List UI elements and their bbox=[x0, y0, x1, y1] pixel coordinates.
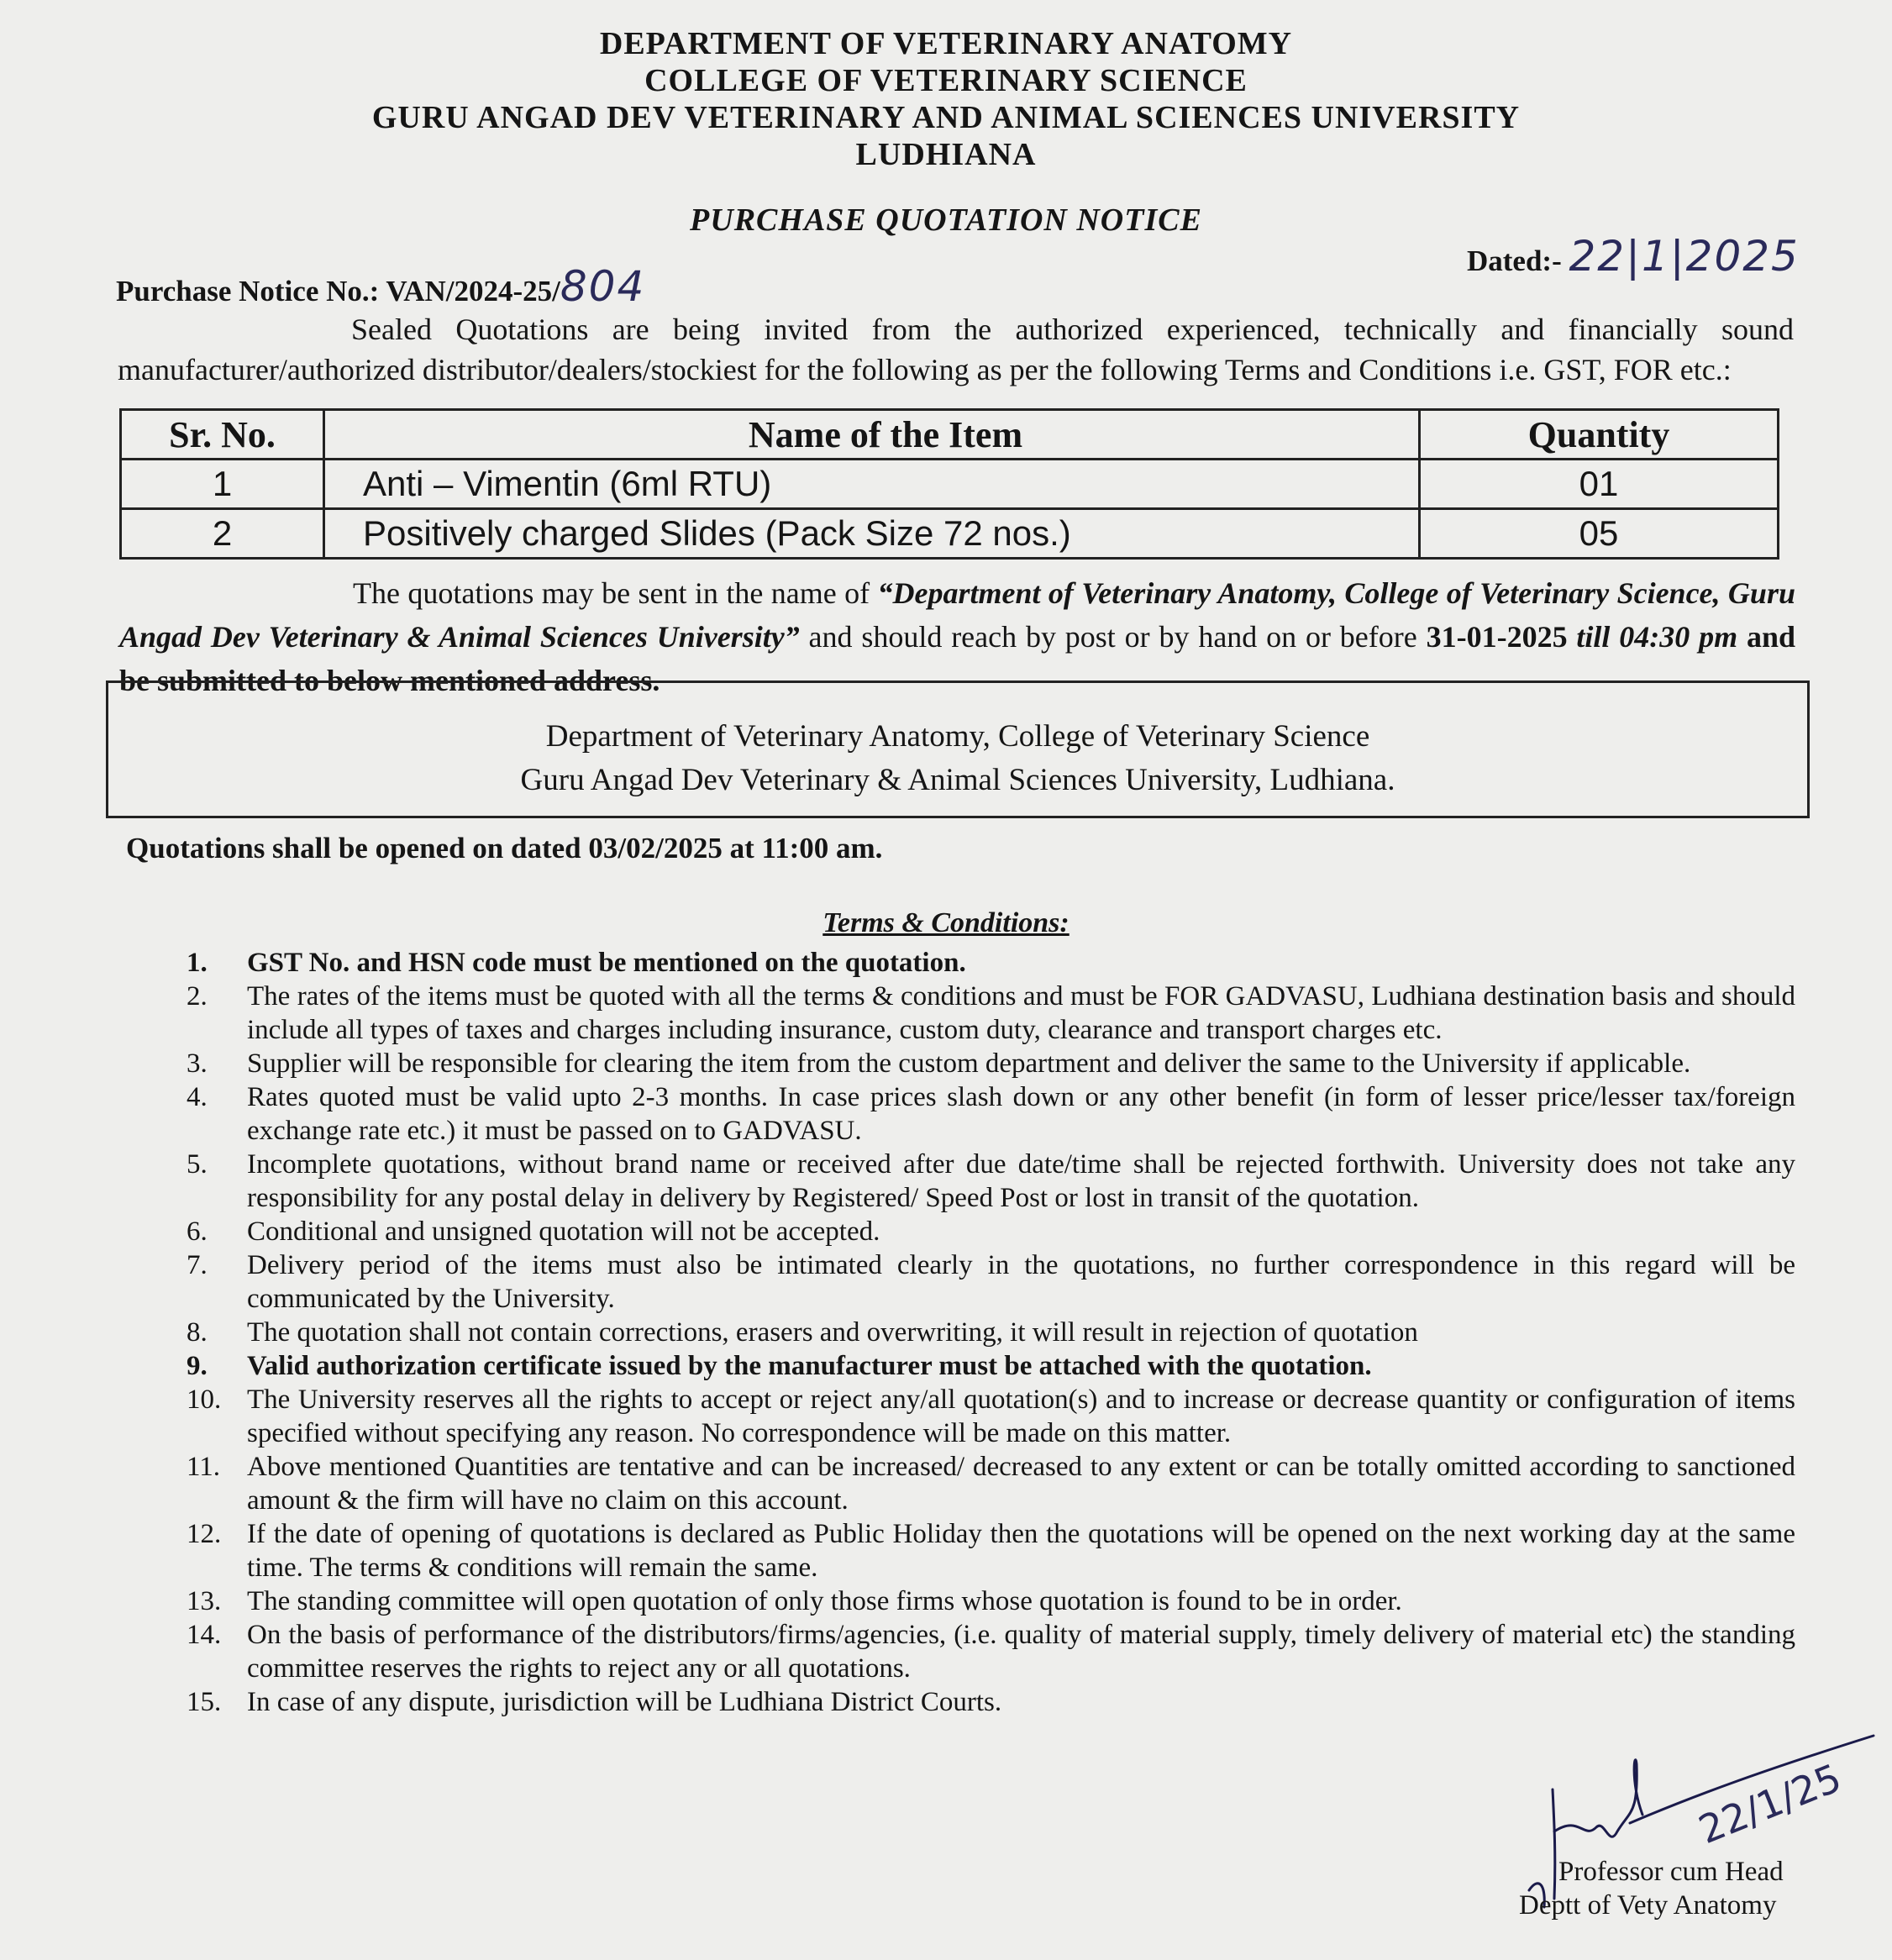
signature-date-handwritten: 22/1/25 bbox=[1692, 1754, 1848, 1853]
dated-label: Dated:- bbox=[1467, 244, 1562, 277]
submission-text-2: and should reach by post or by hand on or before bbox=[799, 620, 1427, 654]
dated-handwritten: 22|1|2025 bbox=[1569, 232, 1800, 281]
list-item: 4. Rates quoted must be valid upto 2-3 months. In case prices slash down or any other benefit (in form of lesser price/lesser tax/foreign exchange rate etc.) it must be passed on to GADVASU. bbox=[187, 1082, 1795, 1146]
intro-paragraph bbox=[118, 309, 1794, 390]
notice-title: PURCHASE QUOTATION NOTICE bbox=[690, 202, 1202, 238]
list-item: 10. The University reserves all the rights to accept or reject any/all quotation(s) and to increase or decrease quantity or configuration of items specified without specifying any reason. No correspondence will be made on this matter. bbox=[187, 1385, 1795, 1448]
col-header-item-name: Name of the Item bbox=[324, 410, 1420, 460]
purchase-notice-number bbox=[116, 262, 645, 311]
list-item: 9. Valid authorization certificate issued by the manufacturer must be attached with the quotation. bbox=[187, 1351, 1372, 1381]
col-header-quantity: Quantity bbox=[1420, 410, 1779, 460]
department-name: DEPARTMENT OF VETERINARY ANATOMY bbox=[599, 26, 1293, 61]
terms-list bbox=[187, 946, 1795, 1719]
submission-text-3: and be submitted to below mentioned address. bbox=[119, 620, 1795, 697]
cell-quantity: 05 bbox=[1420, 509, 1779, 559]
table-header-row bbox=[121, 410, 1779, 460]
list-item: 2. The rates of the items must be quoted with all the terms & conditions and must be FOR GADVASU, Ludhiana destination basis and should include all types of taxes and charges including insurance, custom duty, clearance and transport charges etc. bbox=[187, 981, 1795, 1045]
submission-deadline-time: till 04:30 pm bbox=[1567, 620, 1738, 654]
address-line-1: Department of Veterinary Anatomy, College of Veterinary Science bbox=[545, 719, 1370, 754]
opening-date-statement: Quotations shall be opened on dated 03/02/2025 at 11:00 am. bbox=[126, 832, 883, 864]
submission-deadline-date: 31-01-2025 bbox=[1426, 620, 1568, 654]
signatory-department: Deptt of Vety Anatomy bbox=[1519, 1890, 1777, 1921]
signatory-title: Professor cum Head bbox=[1558, 1857, 1784, 1887]
table-row bbox=[121, 460, 1779, 509]
list-item: 1. GST No. and HSN code must be mentioned on the quotation. bbox=[187, 948, 966, 978]
cell-item-name: Anti – Vimentin (6ml RTU) bbox=[324, 460, 1420, 509]
list-item: 14. On the basis of performance of the distributors/firms/agencies, (i.e. quality of material supply, timely delivery of material etc) the standing committee reserves the rights to reject any or all quotations. bbox=[187, 1620, 1795, 1684]
terms-title: Terms & Conditions: bbox=[822, 907, 1070, 938]
cell-quantity: 01 bbox=[1420, 460, 1779, 509]
submission-text-1: The quotations may be sent in the name of bbox=[353, 576, 878, 610]
list-item: 5. Incomplete quotations, without brand name or received after due date/time shall be rejected forthwith. University does not take any responsibility for any postal delay in delivery by Registered/ Speed Post or lost in transit of the quotation. bbox=[187, 1149, 1795, 1213]
cell-sr-no: 2 bbox=[121, 509, 324, 559]
notice-number-handwritten: 804 bbox=[560, 262, 646, 311]
city-name: LUDHIANA bbox=[855, 137, 1037, 172]
list-item: 12. If the date of opening of quotations is declared as Public Holiday then the quotations will be opened on the next working day at the same time. The terms & conditions will remain the same. bbox=[187, 1519, 1795, 1583]
cell-item-name: Positively charged Slides (Pack Size 72 nos.) bbox=[324, 509, 1420, 559]
list-item: 8. The quotation shall not contain corrections, erasers and overwriting, it will result in rejection of quotation bbox=[187, 1317, 1418, 1348]
address-line-2: Guru Angad Dev Veterinary & Animal Sciences University, Ludhiana. bbox=[520, 763, 1395, 797]
notice-number-label: Purchase Notice No.: VAN/2024-25/ bbox=[116, 275, 560, 307]
address-box bbox=[106, 680, 1810, 818]
list-item: 13. The standing committee will open quotation of only those firms whose quotation is found to be in order. bbox=[187, 1586, 1402, 1616]
intro-text: Sealed Quotations are being invited from the authorized experienced, technically and financially sound manufacturer/authorized distributor/dealers/stockiest for the following as per the following Terms and Conditions i.e. GST, FOR etc.: bbox=[118, 313, 1794, 386]
list-item: 15. In case of any dispute, jurisdiction will be Ludhiana District Courts. bbox=[187, 1687, 1002, 1717]
college-name: COLLEGE OF VETERINARY SCIENCE bbox=[644, 63, 1248, 98]
table-row bbox=[121, 509, 1779, 559]
notice-date bbox=[1467, 232, 1800, 281]
list-item: 11. Above mentioned Quantities are tentative and can be increased/ decreased to any extent or can be totally omitted according to sanctioned amount & the firm will have no claim on this account. bbox=[187, 1452, 1795, 1516]
list-item: 6. Conditional and unsigned quotation will not be accepted. bbox=[187, 1216, 880, 1247]
letterhead bbox=[0, 25, 1892, 173]
submission-addressee: “Department of Veterinary Anatomy, College of Veterinary Science, Guru Angad Dev Veterinary & Animal Sciences University” bbox=[119, 576, 1795, 654]
items-table bbox=[119, 408, 1779, 560]
cell-sr-no: 1 bbox=[121, 460, 324, 509]
list-item: 7. Delivery period of the items must also be intimated clearly in the quotations, no further correspondence in this regard will be communicated by the University. bbox=[187, 1250, 1795, 1314]
university-name: GURU ANGAD DEV VETERINARY AND ANIMAL SCIENCES UNIVERSITY bbox=[371, 100, 1521, 135]
list-item: 3. Supplier will be responsible for clearing the item from the custom department and deliver the same to the University if applicable. bbox=[187, 1048, 1691, 1079]
col-header-sr-no: Sr. No. bbox=[121, 410, 324, 460]
